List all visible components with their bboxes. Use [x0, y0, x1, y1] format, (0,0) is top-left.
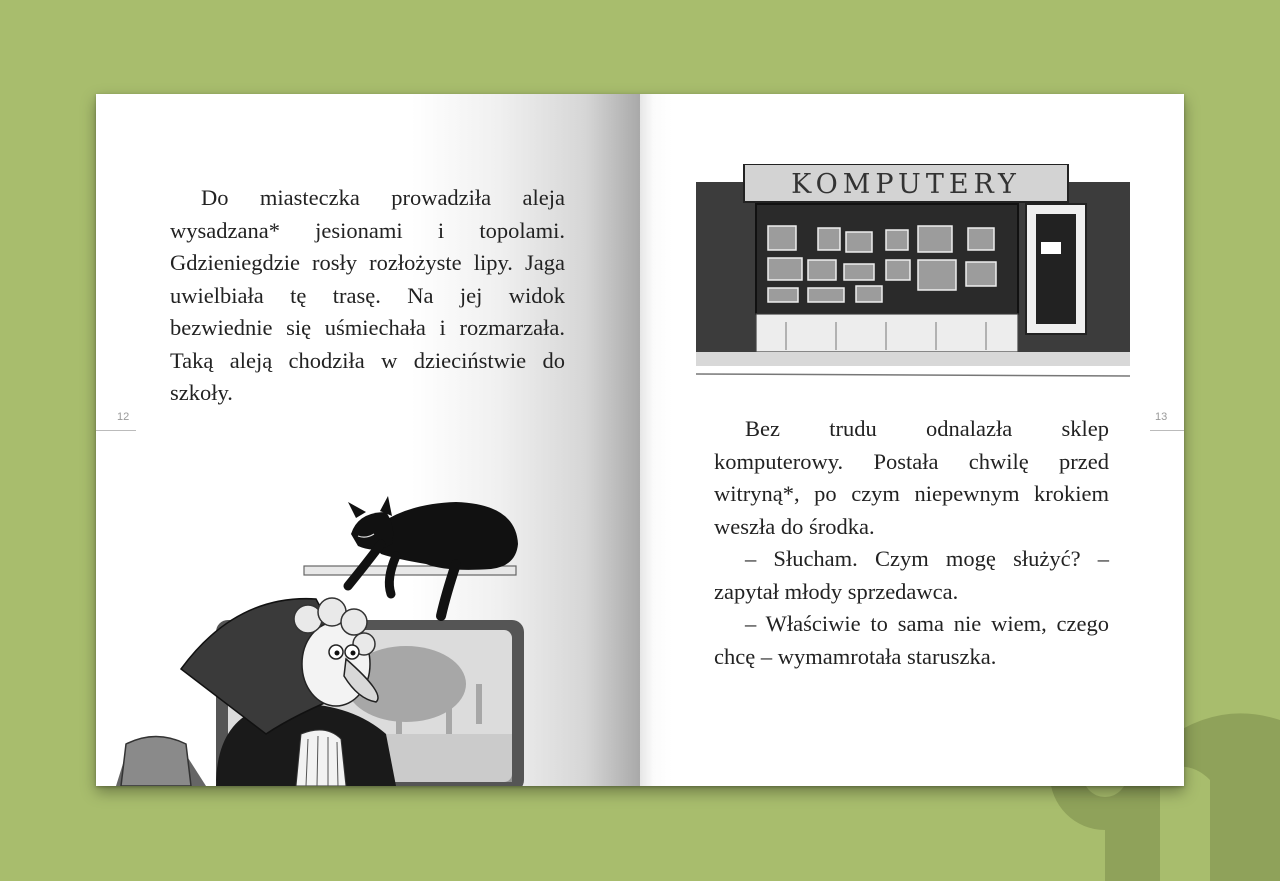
- old-woman-cat-illustration: [96, 394, 640, 786]
- computer-shop-illustration: [696, 164, 1130, 384]
- open-book: [96, 94, 1184, 786]
- right-page-text: [714, 413, 1109, 673]
- left-page: [96, 94, 640, 786]
- page-number-rule: [1150, 430, 1184, 431]
- left-page-text: [170, 182, 565, 410]
- page-number-right: 13: [1155, 411, 1168, 423]
- page-number-left: 12: [117, 411, 130, 423]
- shop-sign-text: KOMPUTERY: [791, 169, 1021, 200]
- right-paragraph-3: – Właściwie to sama nie wiem, czego chcę – wymamrotała staruszka.: [714, 611, 1109, 669]
- right-paragraph-2: – Słucham. Czym mogę służyć? – zapytał młody sprzedawca.: [714, 546, 1109, 604]
- right-paragraph-1: Bez trudu odnalazła sklep komputerowy. Postała chwilę przed witryną*, po czym niepewnym krokiem weszła do środka.: [714, 416, 1109, 539]
- left-paragraph-1: Do miasteczka prowadziła aleja wysadzana* jesionami i topolami. Gdzieniegdzie rosły rozłożyste lipy. Jaga uwielbiała tę trasę. Na jej widok bezwiednie się uśmiechała i rozmarzała. Taką aleją chodziła w dzieciństwie do szkoły.: [170, 185, 565, 405]
- right-page: [640, 94, 1184, 786]
